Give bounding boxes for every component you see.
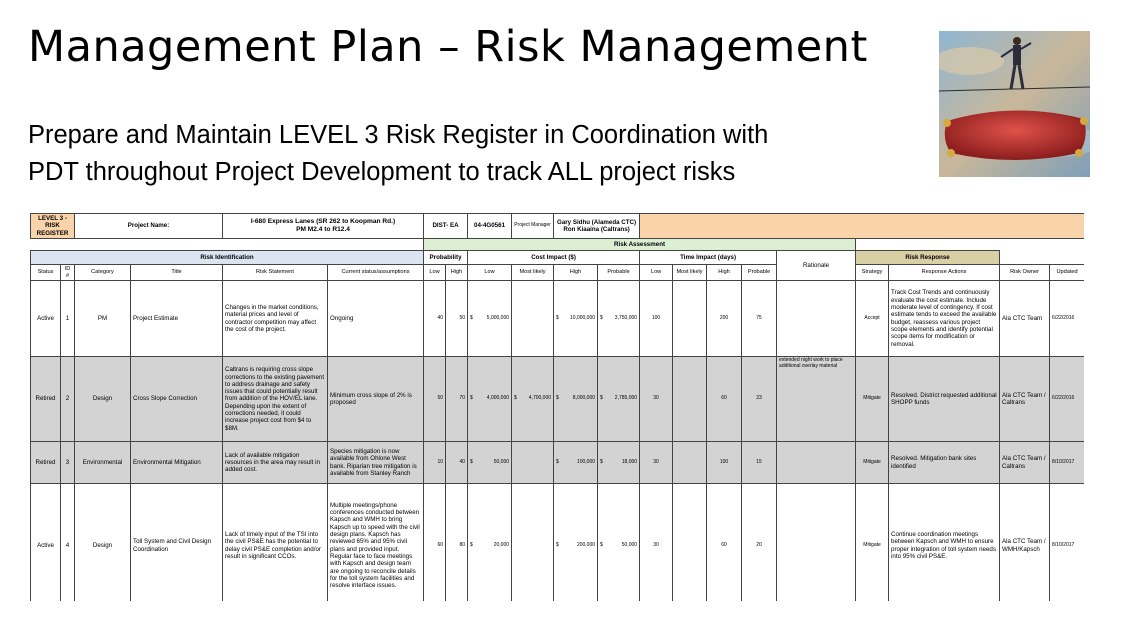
subtitle-line-2: PDT throughout Project Development to track ALL project risks (28, 158, 736, 186)
tightrope-walker-illustration (939, 31, 1090, 177)
dist-ea-value: 04-4G0561 (468, 214, 512, 239)
cell-time-probable: 75 (742, 281, 777, 357)
dollar-sign: $ (470, 541, 473, 548)
cell-status: Retired (31, 442, 61, 484)
col-cost-high: High (554, 264, 598, 280)
col-risk-owner: Risk Owner (1000, 264, 1050, 280)
cell-cost-most-likely: $ 4,700,000 (512, 357, 554, 442)
cell-cost-high: $ 10,000,000 (554, 281, 598, 357)
cell-time-probable: 23 (742, 357, 777, 442)
cell-status: Retired (31, 357, 61, 442)
col-prob-high: High (446, 264, 468, 280)
cell-cost-low: $ 20,000 (468, 484, 512, 601)
red-pillow (943, 110, 1088, 160)
cell-time-probable: 20 (742, 484, 777, 601)
cell-cost-probable: $ 3,750,000 (598, 281, 640, 357)
col-cost-low: Low (468, 264, 512, 280)
dollar-sign: $ (600, 541, 603, 548)
cell-current-status: Ongoing (328, 281, 424, 357)
cell-prob-high: 80 (446, 484, 468, 601)
col-strategy: Strategy (856, 264, 889, 280)
cell-id: 4 (61, 484, 75, 601)
slide-subtitle (28, 117, 908, 191)
cell-time-high: 200 (707, 281, 742, 357)
cell-risk-owner: Ala CTC Team / Caltrans (1000, 442, 1050, 484)
cell-response-actions: Resolved. Mitigation bank sites identified (889, 442, 1000, 484)
cell-risk-owner: Ala CTC Team / WMH/Kapsch (1000, 484, 1050, 601)
cell-risk-statement: Lack of available mitigation resources in the area may result in added cost. (223, 442, 328, 484)
cell-status: Active (31, 281, 61, 357)
dollar-sign: $ (556, 541, 559, 548)
cell-prob-low: 10 (424, 442, 446, 484)
cell-risk-statement: Caltrans is requiring cross slope corrections to the existing pavement to address drainage and safety issues that could potentially result from addition of the HOV/EL lane. Depending upon the extent of corrections needed, it could increase project cost from $4 to $8M. (223, 357, 328, 442)
header-blank (640, 214, 1084, 239)
table-row (31, 484, 1085, 601)
cell-rationale (777, 442, 856, 484)
cell-title: Toll System and Civil Design Coordination (131, 484, 223, 601)
cell-cost-high: $ 100,000 (554, 442, 598, 484)
cell-prob-high: 40 (446, 442, 468, 484)
cell-current-status: Species mitigation is now available from Ohlone West bank. Riparian tree mitigation is available from Stanley Ranch (328, 442, 424, 484)
col-time-high: High (707, 264, 742, 280)
cell-cost-low: $ 4,000,000 (468, 357, 512, 442)
cell-title: Project Estimate (131, 281, 223, 357)
cell-title: Environmental Mitigation (131, 442, 223, 484)
project-name-label: Project Name: (75, 214, 223, 239)
cell-response-actions: Resolved. District requested additional SHOPP funds (889, 357, 1000, 442)
col-cost-probable: Probable (598, 264, 640, 280)
project-manager-label: Project Manager (512, 214, 554, 239)
cost-impact-header: Cost Impact ($) (468, 250, 640, 264)
probability-header: Probability (424, 250, 468, 264)
dollar-sign: $ (470, 458, 473, 465)
risk-response-header: Risk Response (856, 250, 1000, 264)
col-time-low: Low (640, 264, 673, 280)
cell-updated: 6/22/2016 (1050, 281, 1084, 357)
cell-response-actions: Continue coordination meetings between Kapsch and WMH to ensure proper integration of toll system needs into 95% civil PS&E. (889, 484, 1000, 601)
dollar-sign: $ (514, 395, 517, 402)
dollar-sign: $ (600, 314, 603, 321)
cell-prob-low: 50 (424, 357, 446, 442)
col-prob-low: Low (424, 264, 446, 280)
cell-risk-statement: Changes in the market conditions, material prices and level of contractor competition may affect the cost of the project. (223, 281, 328, 357)
cell-risk-owner: Ala CTC Team / Caltrans (1000, 357, 1050, 442)
cell-cost-low: $ 50,000 (468, 442, 512, 484)
cell-category: Design (75, 484, 131, 601)
cell-updated: 6/22/2016 (1050, 357, 1084, 442)
cell-time-high: 100 (707, 442, 742, 484)
cell-time-most-likely (673, 357, 707, 442)
cell-response-actions: Track Cost Trends and continuously evaluate the cost estimate. Include moderate level of contingency. If cost estimate tends to exceed the available budget, reassess various project scope elements and identify potential scope items for modification or removal. (889, 281, 1000, 357)
cell-id: 1 (61, 281, 75, 357)
dollar-sign: $ (556, 395, 559, 402)
cell-cost-most-likely (512, 442, 554, 484)
cell-cost-probable: $ 18,000 (598, 442, 640, 484)
time-impact-header: Time Impact (days) (640, 250, 777, 264)
cell-category: Environmental (75, 442, 131, 484)
cell-cost-high: $ 8,000,000 (554, 357, 598, 442)
cell-rationale (777, 281, 856, 357)
dollar-sign: $ (470, 395, 473, 402)
cell-prob-high: 50 (446, 281, 468, 357)
col-risk-statement: Risk Statement (223, 264, 328, 280)
cell-risk-statement: Lack of timely input of the TSI into the civil PS&E has the potential to delay civil PS&E completion and/or result in significant CCOs. (223, 484, 328, 601)
col-status: Status (31, 264, 61, 280)
cell-strategy: Mitigate (856, 484, 889, 601)
col-time-most-likely: Most likely (673, 264, 707, 280)
cell-cost-probable: $ 50,000 (598, 484, 640, 601)
cell-prob-low: 60 (424, 484, 446, 601)
risk-assessment-header: Risk Assessment (424, 238, 856, 250)
dollar-sign: $ (470, 314, 473, 321)
col-cost-most-likely: Most likely (512, 264, 554, 280)
assessment-spacer-right (856, 238, 1084, 250)
assessment-spacer (31, 238, 424, 250)
dollar-sign: $ (600, 395, 603, 402)
cell-time-most-likely (673, 281, 707, 357)
cell-id: 3 (61, 442, 75, 484)
table-row (31, 442, 1085, 484)
col-current-status: Current status/assumptions (328, 264, 424, 280)
cell-rationale: extended night work to place additional overlay material (777, 357, 856, 442)
level-label: LEVEL 3 - RISK REGISTER (31, 214, 75, 239)
response-spacer (1000, 250, 1084, 264)
cell-title: Cross Slope Correction (131, 357, 223, 442)
col-category: Category (75, 264, 131, 280)
cell-time-low: 30 (640, 442, 673, 484)
cell-status: Active (31, 484, 61, 601)
cell-strategy: Accept (856, 281, 889, 357)
risk-identification-header: Risk Identification (31, 250, 424, 264)
dollar-sign: $ (556, 458, 559, 465)
cell-time-high: 60 (707, 357, 742, 442)
col-title: Title (131, 264, 223, 280)
cell-risk-owner: Ala CTC Team (1000, 281, 1050, 357)
col-id: ID # (61, 264, 75, 280)
cell-cost-most-likely (512, 484, 554, 601)
cell-prob-high: 70 (446, 357, 468, 442)
cell-category: Design (75, 357, 131, 442)
cell-time-high: 60 (707, 484, 742, 601)
cell-cost-low: $ 5,000,000 (468, 281, 512, 357)
cell-time-most-likely (673, 442, 707, 484)
cell-strategy: Mitigate (856, 357, 889, 442)
cell-time-most-likely (673, 484, 707, 601)
col-time-probable: Probable (742, 264, 777, 280)
project-name: I-680 Express Lanes (SR 262 to Koopman Rd.) PM M2.4 to R12.4 (223, 214, 424, 239)
cell-time-low: 30 (640, 484, 673, 601)
rationale-header: Rationale (777, 250, 856, 280)
cell-time-low: 30 (640, 357, 673, 442)
cell-current-status: Multiple meetings/phone conferences conducted between Kapsch and WMH to bring Kapsch up to speed with the civil design plans. Kapsch has reviewed 65% and 95% civil plans and provided input. Regular face to face meetings with Kapsch and design team are ongoing to reconcile details for the toll system facilities and resolve interface issues. (328, 484, 424, 601)
cell-updated: 8/10/2017 (1050, 442, 1084, 484)
dollar-sign: $ (556, 314, 559, 321)
cell-cost-most-likely (512, 281, 554, 357)
col-updated: Updated (1050, 264, 1084, 280)
cell-updated: 8/10/2017 (1050, 484, 1084, 601)
dollar-sign: $ (600, 458, 603, 465)
cell-id: 2 (61, 357, 75, 442)
dist-ea-label: DIST- EA (424, 214, 468, 239)
cell-cost-probable: $ 2,785,000 (598, 357, 640, 442)
cell-time-low: 100 (640, 281, 673, 357)
table-row (31, 281, 1085, 357)
cell-current-status: Minimum cross slope of 2% is proposed (328, 357, 424, 442)
col-response-actions: Response Actions (889, 264, 1000, 280)
cell-time-probable: 15 (742, 442, 777, 484)
slide-title: Management Plan – Risk Management (28, 22, 868, 72)
table-row (31, 357, 1085, 442)
cell-strategy: Mitigate (856, 442, 889, 484)
cell-prob-low: 40 (424, 281, 446, 357)
cell-cost-high: $ 200,000 (554, 484, 598, 601)
project-managers: Gary Sidhu (Alameda CTC) Ron Kiaaina (Caltrans) (554, 214, 640, 239)
cell-category: PM (75, 281, 131, 357)
subtitle-line-1: Prepare and Maintain LEVEL 3 Risk Register in Coordination with (28, 121, 769, 149)
cell-rationale (777, 484, 856, 601)
risk-register-table (30, 213, 1084, 601)
